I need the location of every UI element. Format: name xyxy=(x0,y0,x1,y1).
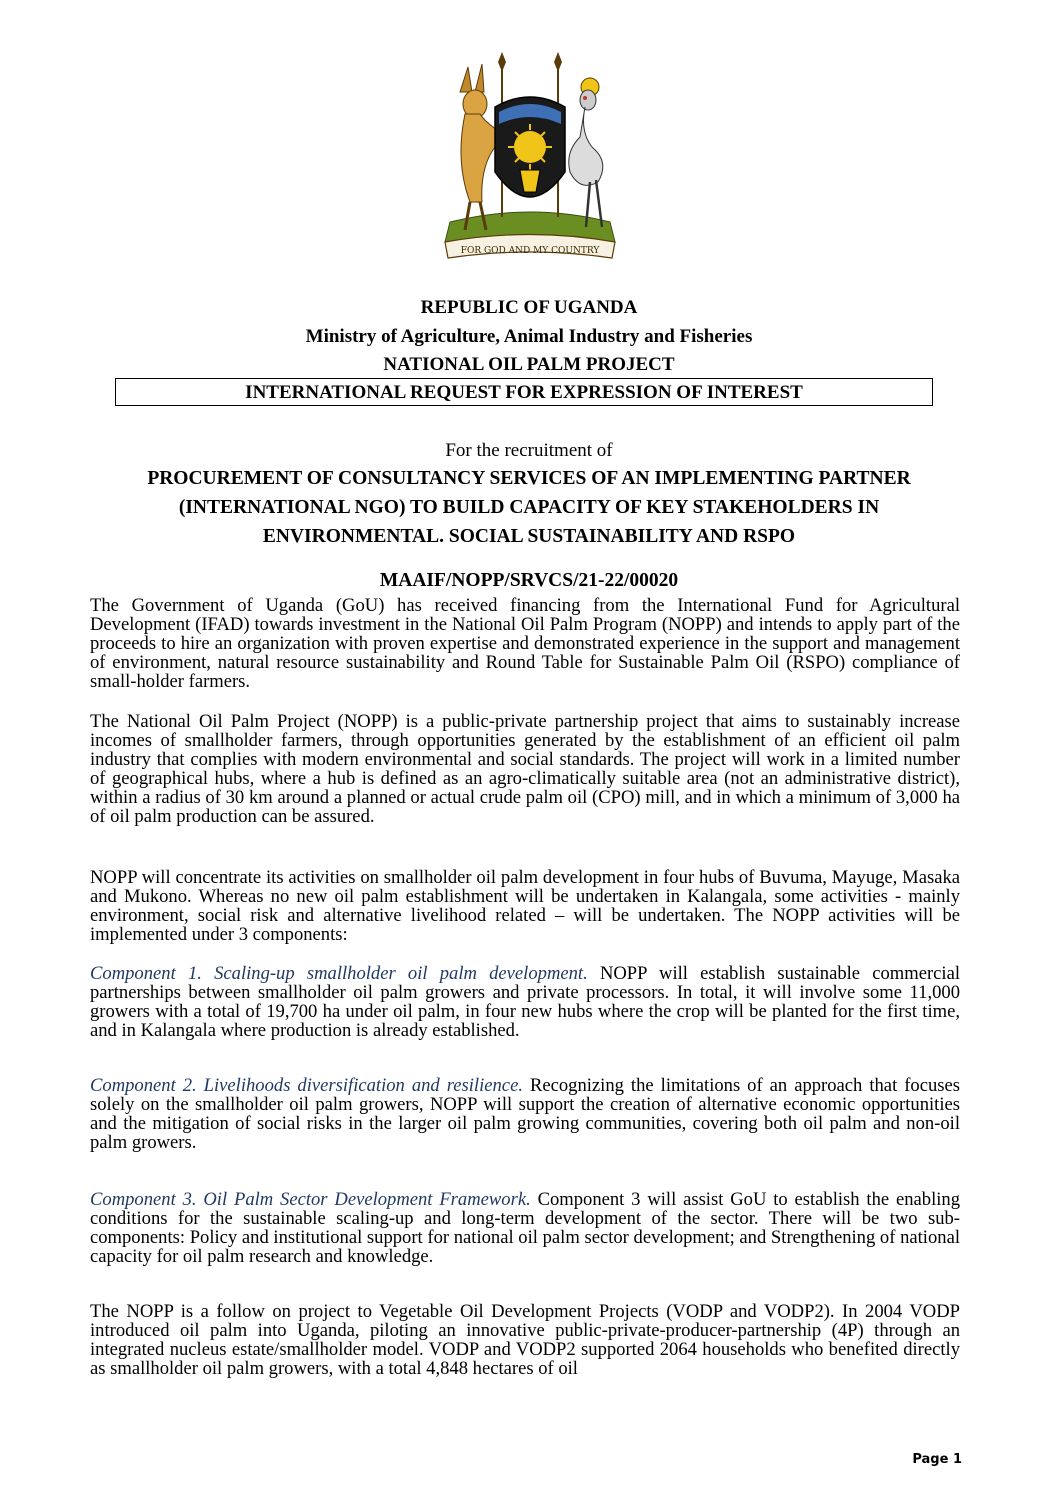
component-1-body: NOPP will establish sustainable commercial partnerships between smallholder oil palm growers and private processors. In total, it will involve some 11,000 growers with a total of 19,700 ha under oil palm, in four new hubs where the crop will be planted for the first time, and in Kalangala where production is already established. xyxy=(90,963,961,1041)
component-2-heading: Component 2. Livelihoods diversification and resilience. xyxy=(90,1075,523,1096)
title-line-2: (INTERNATIONAL NGO) TO BUILD CAPACITY OF KEY STAKEHOLDERS IN xyxy=(178,497,880,518)
paragraph-vodp-history: The NOPP is a follow on project to Vegetable Oil Development Projects (VODP and VODP2). In 2004 VODP introduced oil palm into Uganda, piloting an innovative public-private-producer-partnership (4P) through an integrated nucleus estate/smallholder model. VODP and VODP2 supported 2064 households who benefited directly as smallholder oil palm growers, with a total 4,848 hectares of oil xyxy=(90,1301,960,1379)
page-number: Page 1 xyxy=(912,1452,962,1467)
component-3-body: Component 3 will assist GoU to establish the enabling conditions for the sustainable scaling-up and long-term development of the sector. There will be two sub-components: Policy and institutional support for national oil palm sector development; and Strengthening of national capacity for oil palm research and knowledge. xyxy=(90,1189,961,1267)
header-project: NATIONAL OIL PALM PROJECT xyxy=(383,354,675,375)
title-line-1: PROCUREMENT OF CONSULTANCY SERVICES OF AN IMPLEMENTING PARTNER xyxy=(147,468,911,489)
paragraph-financing: The Government of Uganda (GoU) has received financing from the International Fund for Agricultural Development (IFAD) towards investment in the National Oil Palm Program (NOPP) and intends to apply part of the proceeds to hire an organization with proven expertise and demonstrated experience in the support and management of environment, natural resource sustainability and Round Table for Sustainable Palm Oil (RSPO) compliance of small-holder farmers. xyxy=(90,595,960,692)
component-1-heading: Component 1. Scaling-up smallholder oil palm development. xyxy=(90,963,588,984)
recruitment-intro: For the recruitment of xyxy=(445,440,613,461)
component-3-heading: Component 3. Oil Palm Sector Development Framework. xyxy=(90,1189,531,1210)
reference-number: MAAIF/NOPP/SRVCS/21-22/00020 xyxy=(379,570,679,591)
paragraph-nopp-overview: The National Oil Palm Project (NOPP) is a public-private partnership project that aims to sustainably increase incomes of smallholder farmers, through opportunities generated by the establishment of an efficient oil palm industry that complies with modern environmental and social standards. The project will work in a limited number of geographical hubs, where a hub is defined as an agro-climatically suitable area (not an administrative district), within a radius of 30 km around a planned or actual crude palm oil (CPO) mill, and in which a minimum of 3,000 ha of oil palm production can be assured. xyxy=(90,711,960,827)
paragraph-component-2 xyxy=(90,1076,960,1152)
paragraph-component-3 xyxy=(90,1190,960,1266)
eoi-heading-box: INTERNATIONAL REQUEST FOR EXPRESSION OF INTEREST xyxy=(115,378,933,406)
header-republic: REPUBLIC OF UGANDA xyxy=(420,297,638,318)
paragraph-component-1 xyxy=(90,964,960,1040)
crest-motto: FOR GOD AND MY COUNTRY xyxy=(460,246,600,256)
component-2-body: Recognizing the limitations of an approach that focuses solely on the smallholder oil palm growers, NOPP will support the creation of alternative economic opportunities and the mitigation of social risks in the larger oil palm growing communities, covering both oil palm and non-oil palm growers. xyxy=(90,1075,960,1153)
paragraph-hubs: NOPP will concentrate its activities on smallholder oil palm development in four hubs of Buvuma, Mayuge, Masaka and Mukono. Whereas no new oil palm establishment will be undertaken in Kalangala, some activities - mainly environment, social risk and alternative livelihood related – will be undertaken. The NOPP activities will be implemented under 3 components: xyxy=(90,867,960,945)
uganda-coat-of-arms-icon xyxy=(420,52,640,270)
header-ministry: Ministry of Agriculture, Animal Industry and Fisheries xyxy=(305,326,753,347)
title-line-3: ENVIRONMENTAL. SOCIAL SUSTAINABILITY AND RSPO xyxy=(262,526,796,547)
